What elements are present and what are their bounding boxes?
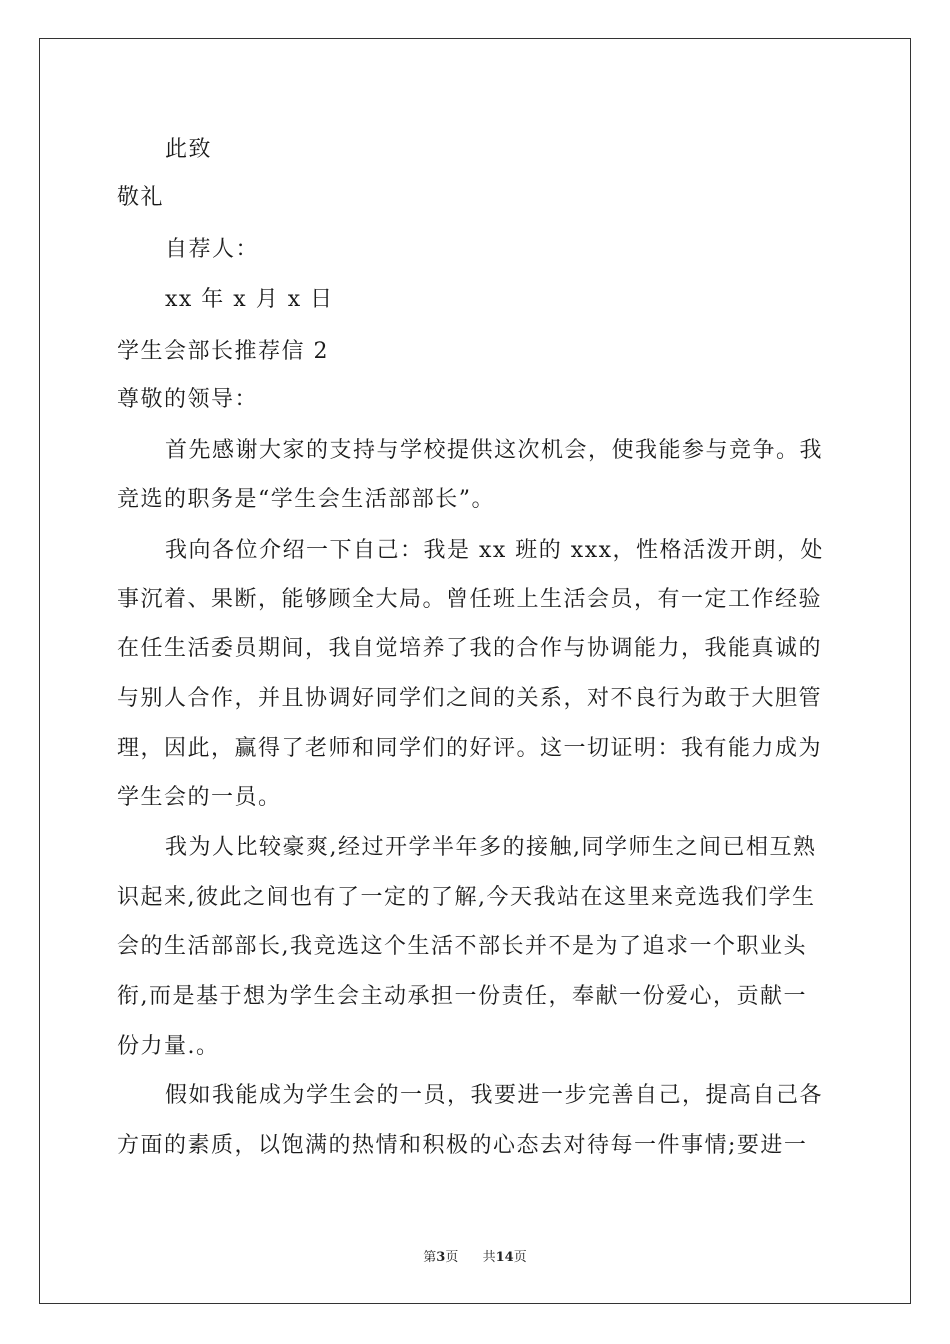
body-line: 识起来,彼此之间也有了一定的了解,今天我站在这里来竞选我们学生 <box>117 885 816 910</box>
page-border <box>39 38 911 1304</box>
footer-page-prefix: 第 <box>423 1250 437 1265</box>
body-line: 份力量.。 <box>117 1034 220 1059</box>
body-line: 首先感谢大家的支持与学校提供这次机会，使我能参与竞争。我 <box>165 438 824 463</box>
footer-page-number: 3 <box>436 1250 446 1265</box>
body-line: 竞选的职务是“学生会生活部部长”。 <box>117 487 495 512</box>
body-line: 在任生活委员期间，我自觉培养了我的合作与协调能力，我能真诚的 <box>117 636 823 661</box>
body-line: 与别人合作，并且协调好同学们之间的关系，对不良行为敢于大胆管 <box>117 686 823 711</box>
body-line: 会的生活部部长,我竞选这个生活不部长并不是为了追求一个职业头 <box>117 934 807 959</box>
letter-title: 学生会部长推荐信 2 <box>117 339 329 364</box>
page-footer <box>0 1250 950 1266</box>
signer-label: 自荐人： <box>165 237 260 262</box>
letter-greeting: 尊敬的领导： <box>117 387 259 412</box>
body-line: 衔,而是基于想为学生会主动承担一份责任，奉献一份爱心，贡献一 <box>117 984 807 1009</box>
body-line: 我为人比较豪爽,经过开学半年多的接触,同学师生之间已相互熟 <box>165 835 817 860</box>
footer-total-suffix: 页 <box>513 1250 527 1265</box>
letter-date: xx 年 x 月 x 日 <box>165 287 334 312</box>
body-line: 我向各位介绍一下自己：我是 xx 班的 xxx，性格活泼开朗，处 <box>165 538 825 563</box>
body-line: 方面的素质，以饱满的热情和积极的心态去对待每一件事情;要进一 <box>117 1133 808 1158</box>
footer-total-prefix: 共 <box>482 1250 496 1265</box>
body-line: 事沉着、果断，能够顾全大局。曾任班上生活会员，有一定工作经验 <box>117 587 823 612</box>
footer-page-suffix: 页 <box>445 1250 459 1265</box>
body-line: 假如我能成为学生会的一员，我要进一步完善自己，提高自己各 <box>165 1083 824 1108</box>
closing-regards: 敬礼 <box>117 185 165 210</box>
body-line: 理，因此，赢得了老师和同学们的好评。这一切证明：我有能力成为 <box>117 736 823 761</box>
closing-salutation: 此致 <box>165 137 213 162</box>
footer-total-pages: 14 <box>495 1250 514 1265</box>
body-line: 学生会的一员。 <box>117 785 282 810</box>
